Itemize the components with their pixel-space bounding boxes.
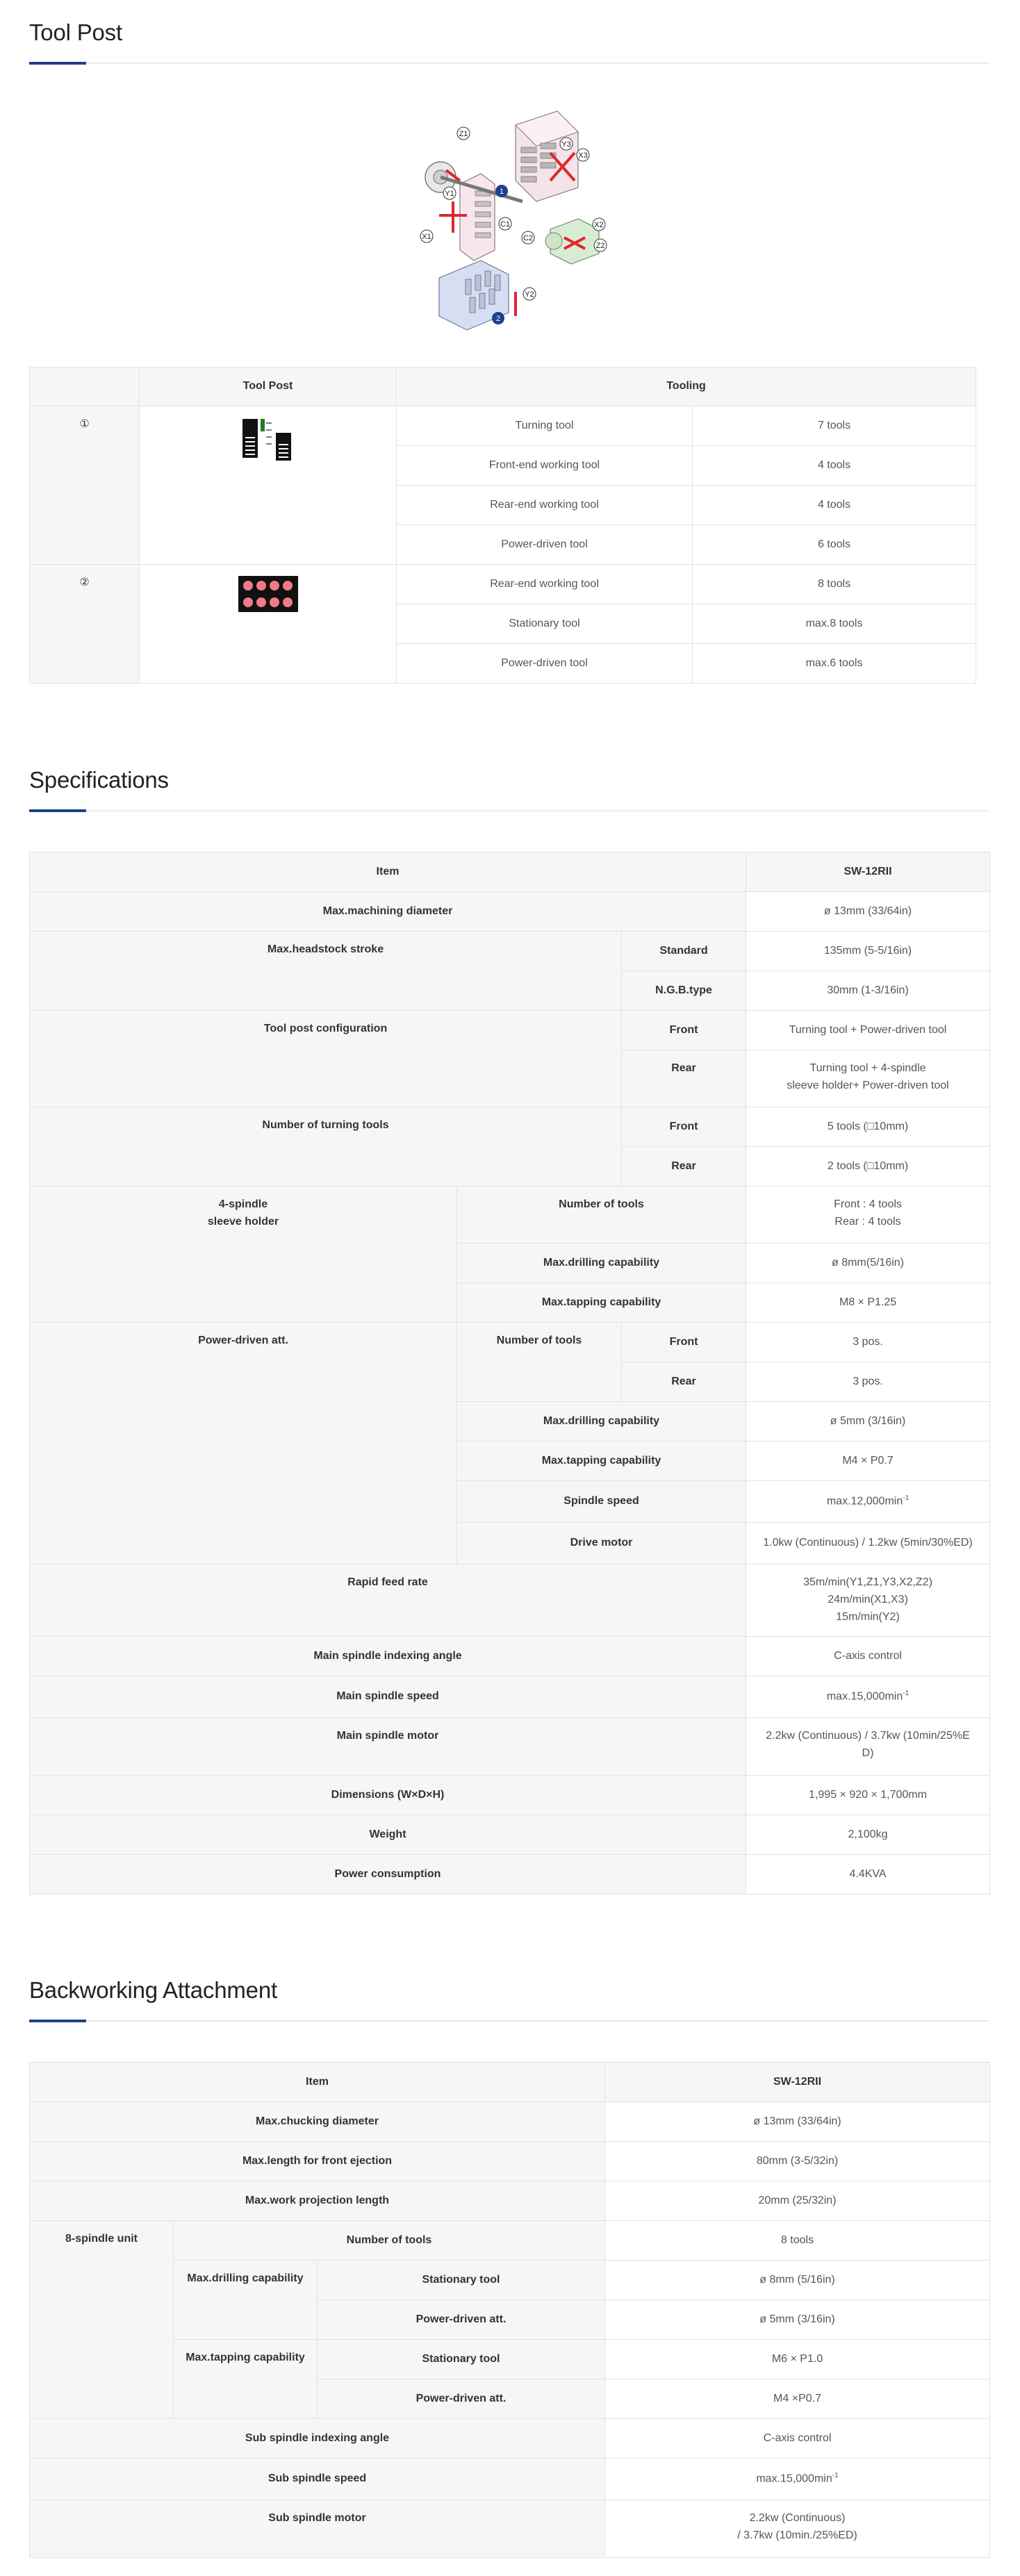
header-cell: SW-12RII xyxy=(746,852,990,892)
spindle-unit-icon xyxy=(237,575,299,613)
spec-value: 3 pos. xyxy=(746,1362,990,1402)
spec-label: Number of turning tools xyxy=(30,1107,622,1187)
toolpost-section xyxy=(29,19,989,64)
diagram-label: X3 xyxy=(578,151,588,160)
table-row xyxy=(30,1815,990,1855)
diagram-label: Z2 xyxy=(595,242,605,250)
spec-sublabel: Number of tools xyxy=(457,1187,746,1244)
spec-value-line: D) xyxy=(862,1747,874,1759)
spec-value: M8 × P1.25 xyxy=(746,1283,990,1323)
spec-value: ø 8mm (5/16in) xyxy=(605,2261,990,2300)
specifications-table xyxy=(29,852,990,1894)
table-row xyxy=(30,1637,990,1676)
diagram-label: Y1 xyxy=(445,190,454,198)
spec-label: Tool post configuration xyxy=(30,1011,622,1107)
tool-name: Rear-end working tool xyxy=(397,486,693,525)
table-row xyxy=(30,2221,990,2261)
spec-value: ø 5mm (3/16in) xyxy=(746,1402,990,1442)
spec-value: 2,100kg xyxy=(746,1815,990,1855)
spec-value-text: max.12,000min xyxy=(826,1495,903,1508)
spec-sublabel: Stationary tool xyxy=(318,2261,605,2300)
spec-sublabel: Spindle speed xyxy=(457,1481,746,1523)
spec-label-multiline xyxy=(30,1187,457,1323)
tool-count: 4 tools xyxy=(693,486,976,525)
table-row xyxy=(30,892,990,932)
diagram-label: Y2 xyxy=(525,290,534,299)
spec-value: 3 pos. xyxy=(746,1323,990,1362)
spec-label: Rapid feed rate xyxy=(30,1564,746,1637)
spec-sublabel: Stationary tool xyxy=(318,2340,605,2379)
table-row xyxy=(30,2102,990,2142)
spec-sublabel: Power-driven att. xyxy=(318,2300,605,2340)
spec-value-multiline xyxy=(746,1718,990,1776)
spec-value-line: 2.2kw (Continuous) / 3.7kw (10min/25%E xyxy=(766,1730,970,1742)
toolpost-table xyxy=(29,367,976,684)
spec-value: M4 ×P0.7 xyxy=(605,2379,990,2419)
tool-name: Front-end working tool xyxy=(397,446,693,486)
unit-superscript: -1 xyxy=(903,1689,910,1697)
tool-count: 6 tools xyxy=(693,525,976,565)
spec-value xyxy=(746,1481,990,1523)
spec-sublabel: Max.tapping capability xyxy=(457,1283,746,1323)
spec-value: Turning tool + Power-driven tool xyxy=(746,1011,990,1050)
spec-value-line: 24m/min(X1,X3) xyxy=(828,1593,908,1605)
spec-value: C-axis control xyxy=(746,1637,990,1676)
spec-sublabel: Front xyxy=(622,1323,746,1362)
table-row xyxy=(30,1011,990,1050)
tool-name: Power-driven tool xyxy=(397,525,693,565)
spec-value: ø 5mm (3/16in) xyxy=(605,2300,990,2340)
table-header-row xyxy=(30,852,990,892)
spec-label: Sub spindle indexing angle xyxy=(30,2419,605,2459)
spec-sublabel: Rear xyxy=(622,1147,746,1187)
spec-value: ø 8mm(5/16in) xyxy=(746,1244,990,1283)
header-cell xyxy=(30,368,140,406)
header-cell: Item xyxy=(30,852,746,892)
title-underline xyxy=(29,63,989,64)
diagram-label: Y3 xyxy=(561,140,571,149)
spec-label: Max.length for front ejection xyxy=(30,2142,605,2181)
spec-value: 5 tools (□10mm) xyxy=(746,1107,990,1147)
tool-count: max.6 tools xyxy=(693,644,976,684)
backworking-title: Backworking Attachment xyxy=(29,1977,277,2003)
table-row xyxy=(30,2500,990,2558)
title-underline xyxy=(29,810,989,811)
table-row xyxy=(30,2181,990,2221)
header-cell: Tool Post xyxy=(140,368,397,406)
spec-value-multiline xyxy=(746,1564,990,1637)
spec-sublabel: Front xyxy=(622,1011,746,1050)
spec-sublabel: Max.tapping capability xyxy=(174,2340,318,2419)
spec-value-text: max.15,000min xyxy=(756,2472,832,2485)
diagram-label: C2 xyxy=(523,234,534,242)
specifications-section xyxy=(29,767,989,811)
diagram-label: C1 xyxy=(500,220,511,229)
table-row xyxy=(30,1564,990,1637)
table-row xyxy=(30,2419,990,2459)
table-row xyxy=(30,1676,990,1718)
backworking-table xyxy=(29,2062,990,2558)
spec-value: ø 13mm (33/64in) xyxy=(746,892,990,932)
spec-value: 8 tools xyxy=(605,2221,990,2261)
spec-value: 20mm (25/32in) xyxy=(605,2181,990,2221)
spec-label: Max.work projection length xyxy=(30,2181,605,2221)
tool-count: 8 tools xyxy=(693,565,976,604)
table-row xyxy=(30,932,990,971)
spec-value-line: 15m/min(Y2) xyxy=(836,1610,900,1623)
spec-value: 1,995 × 920 × 1,700mm xyxy=(746,1776,990,1815)
tool-post-icon-cell xyxy=(140,406,397,565)
tool-post-icon-cell xyxy=(140,565,397,684)
table-row xyxy=(30,2261,990,2300)
tool-name: Turning tool xyxy=(397,406,693,446)
spec-value: 80mm (3-5/32in) xyxy=(605,2142,990,2181)
spec-value: 4.4KVA xyxy=(746,1855,990,1894)
machine-diagram-image xyxy=(411,104,620,333)
spec-label-line: 4-spindle xyxy=(218,1198,268,1210)
tool-count: 4 tools xyxy=(693,446,976,486)
spec-label: Main spindle indexing angle xyxy=(30,1637,746,1676)
table-header-row xyxy=(30,368,976,406)
diagram-marker: 1 xyxy=(499,188,504,196)
tool-name: Power-driven tool xyxy=(397,644,693,684)
table-row xyxy=(30,1718,990,1776)
spec-value: M6 × P1.0 xyxy=(605,2340,990,2379)
table-header-row xyxy=(30,2063,990,2102)
spec-value: 135mm (5-5/16in) xyxy=(746,932,990,971)
spec-label: Power-driven att. xyxy=(30,1323,457,1564)
diagram-label: Z1 xyxy=(459,130,468,138)
spec-label: Weight xyxy=(30,1815,746,1855)
spec-sublabel: Rear xyxy=(622,1362,746,1402)
spec-value: ø 13mm (33/64in) xyxy=(605,2102,990,2142)
diagram-label: X2 xyxy=(594,221,604,229)
unit-superscript: -1 xyxy=(832,2471,839,2479)
tool-count: max.8 tools xyxy=(693,604,976,644)
spec-label: 8-spindle unit xyxy=(30,2221,174,2419)
diagram-label: X1 xyxy=(422,233,431,241)
spec-value-line: Turning tool + 4-spindle xyxy=(809,1062,926,1074)
spec-sublabel: Standard xyxy=(622,932,746,971)
spec-value-line: 2.2kw (Continuous) xyxy=(749,2512,846,2524)
spec-label: Sub spindle motor xyxy=(30,2500,605,2558)
toolpost-title: Tool Post xyxy=(29,19,122,45)
spec-label: Max.headstock stroke xyxy=(30,932,622,1011)
spec-sublabel: Max.drilling capability xyxy=(174,2261,318,2340)
spec-label: Power consumption xyxy=(30,1855,746,1894)
spec-value: M4 × P0.7 xyxy=(746,1442,990,1481)
spec-value: 30mm (1-3/16in) xyxy=(746,971,990,1011)
spec-value xyxy=(746,1676,990,1718)
table-row xyxy=(30,1776,990,1815)
tool-count: 7 tools xyxy=(693,406,976,446)
spec-label: Main spindle motor xyxy=(30,1718,746,1776)
spec-value: 2 tools (□10mm) xyxy=(746,1147,990,1187)
specifications-title: Specifications xyxy=(29,767,169,793)
spec-sublabel: Front xyxy=(622,1107,746,1147)
table-row xyxy=(30,1187,990,1244)
table-row xyxy=(30,2459,990,2500)
gang-tool-post-icon xyxy=(237,416,299,465)
header-cell: SW-12RII xyxy=(605,2063,990,2102)
spec-label-line: sleeve holder xyxy=(207,1215,279,1228)
diagram-marker: 2 xyxy=(495,315,501,323)
table-row xyxy=(30,2142,990,2181)
table-row xyxy=(30,1855,990,1894)
tool-name: Stationary tool xyxy=(397,604,693,644)
spec-value xyxy=(605,2459,990,2500)
spec-value-line: 35m/min(Y1,Z1,Y3,X2,Z2) xyxy=(803,1576,932,1588)
table-row xyxy=(30,1107,990,1147)
group-number: ① xyxy=(30,406,140,565)
group-number: ② xyxy=(30,565,140,684)
spec-value-line: Front : 4 tools xyxy=(834,1198,902,1210)
spec-sublabel: N.G.B.type xyxy=(622,971,746,1011)
spec-value-line: Rear : 4 tools xyxy=(834,1215,901,1228)
spec-label: Max.chucking diameter xyxy=(30,2102,605,2142)
spec-sublabel: Number of tools xyxy=(174,2221,605,2261)
spec-value-multiline xyxy=(746,1050,990,1107)
table-row xyxy=(30,406,976,446)
spec-value-multiline xyxy=(605,2500,990,2558)
title-underline xyxy=(29,2020,989,2022)
spec-sublabel: Rear xyxy=(622,1050,746,1107)
table-row xyxy=(30,1323,990,1362)
unit-superscript: -1 xyxy=(903,1494,910,1502)
spec-value-text: max.15,000min xyxy=(826,1690,903,1703)
table-row xyxy=(30,2340,990,2379)
header-cell: Tooling xyxy=(397,368,976,406)
spec-value-line: sleeve holder+ Power-driven tool xyxy=(787,1079,949,1091)
spec-sublabel: Max.drilling capability xyxy=(457,1244,746,1283)
spec-label: Sub spindle speed xyxy=(30,2459,605,2500)
backworking-section xyxy=(29,1977,989,2022)
spec-label: Dimensions (W×D×H) xyxy=(30,1776,746,1815)
spec-sublabel: Power-driven att. xyxy=(318,2379,605,2419)
spec-sublabel: Number of tools xyxy=(457,1323,622,1402)
spec-label: Main spindle speed xyxy=(30,1676,746,1718)
spec-value-multiline xyxy=(746,1187,990,1244)
spec-sublabel: Max.drilling capability xyxy=(457,1402,746,1442)
spec-value-line: / 3.7kw (10min./25%ED) xyxy=(737,2529,857,2541)
table-row xyxy=(30,565,976,604)
tool-name: Rear-end working tool xyxy=(397,565,693,604)
spec-value: C-axis control xyxy=(605,2419,990,2459)
spec-label: Max.machining diameter xyxy=(30,892,746,932)
spec-sublabel: Max.tapping capability xyxy=(457,1442,746,1481)
spec-sublabel: Drive motor xyxy=(457,1523,746,1564)
header-cell: Item xyxy=(30,2063,605,2102)
toolpost-illustration xyxy=(411,104,620,333)
spec-value: 1.0kw (Continuous) / 1.2kw (5min/30%ED) xyxy=(746,1523,990,1564)
